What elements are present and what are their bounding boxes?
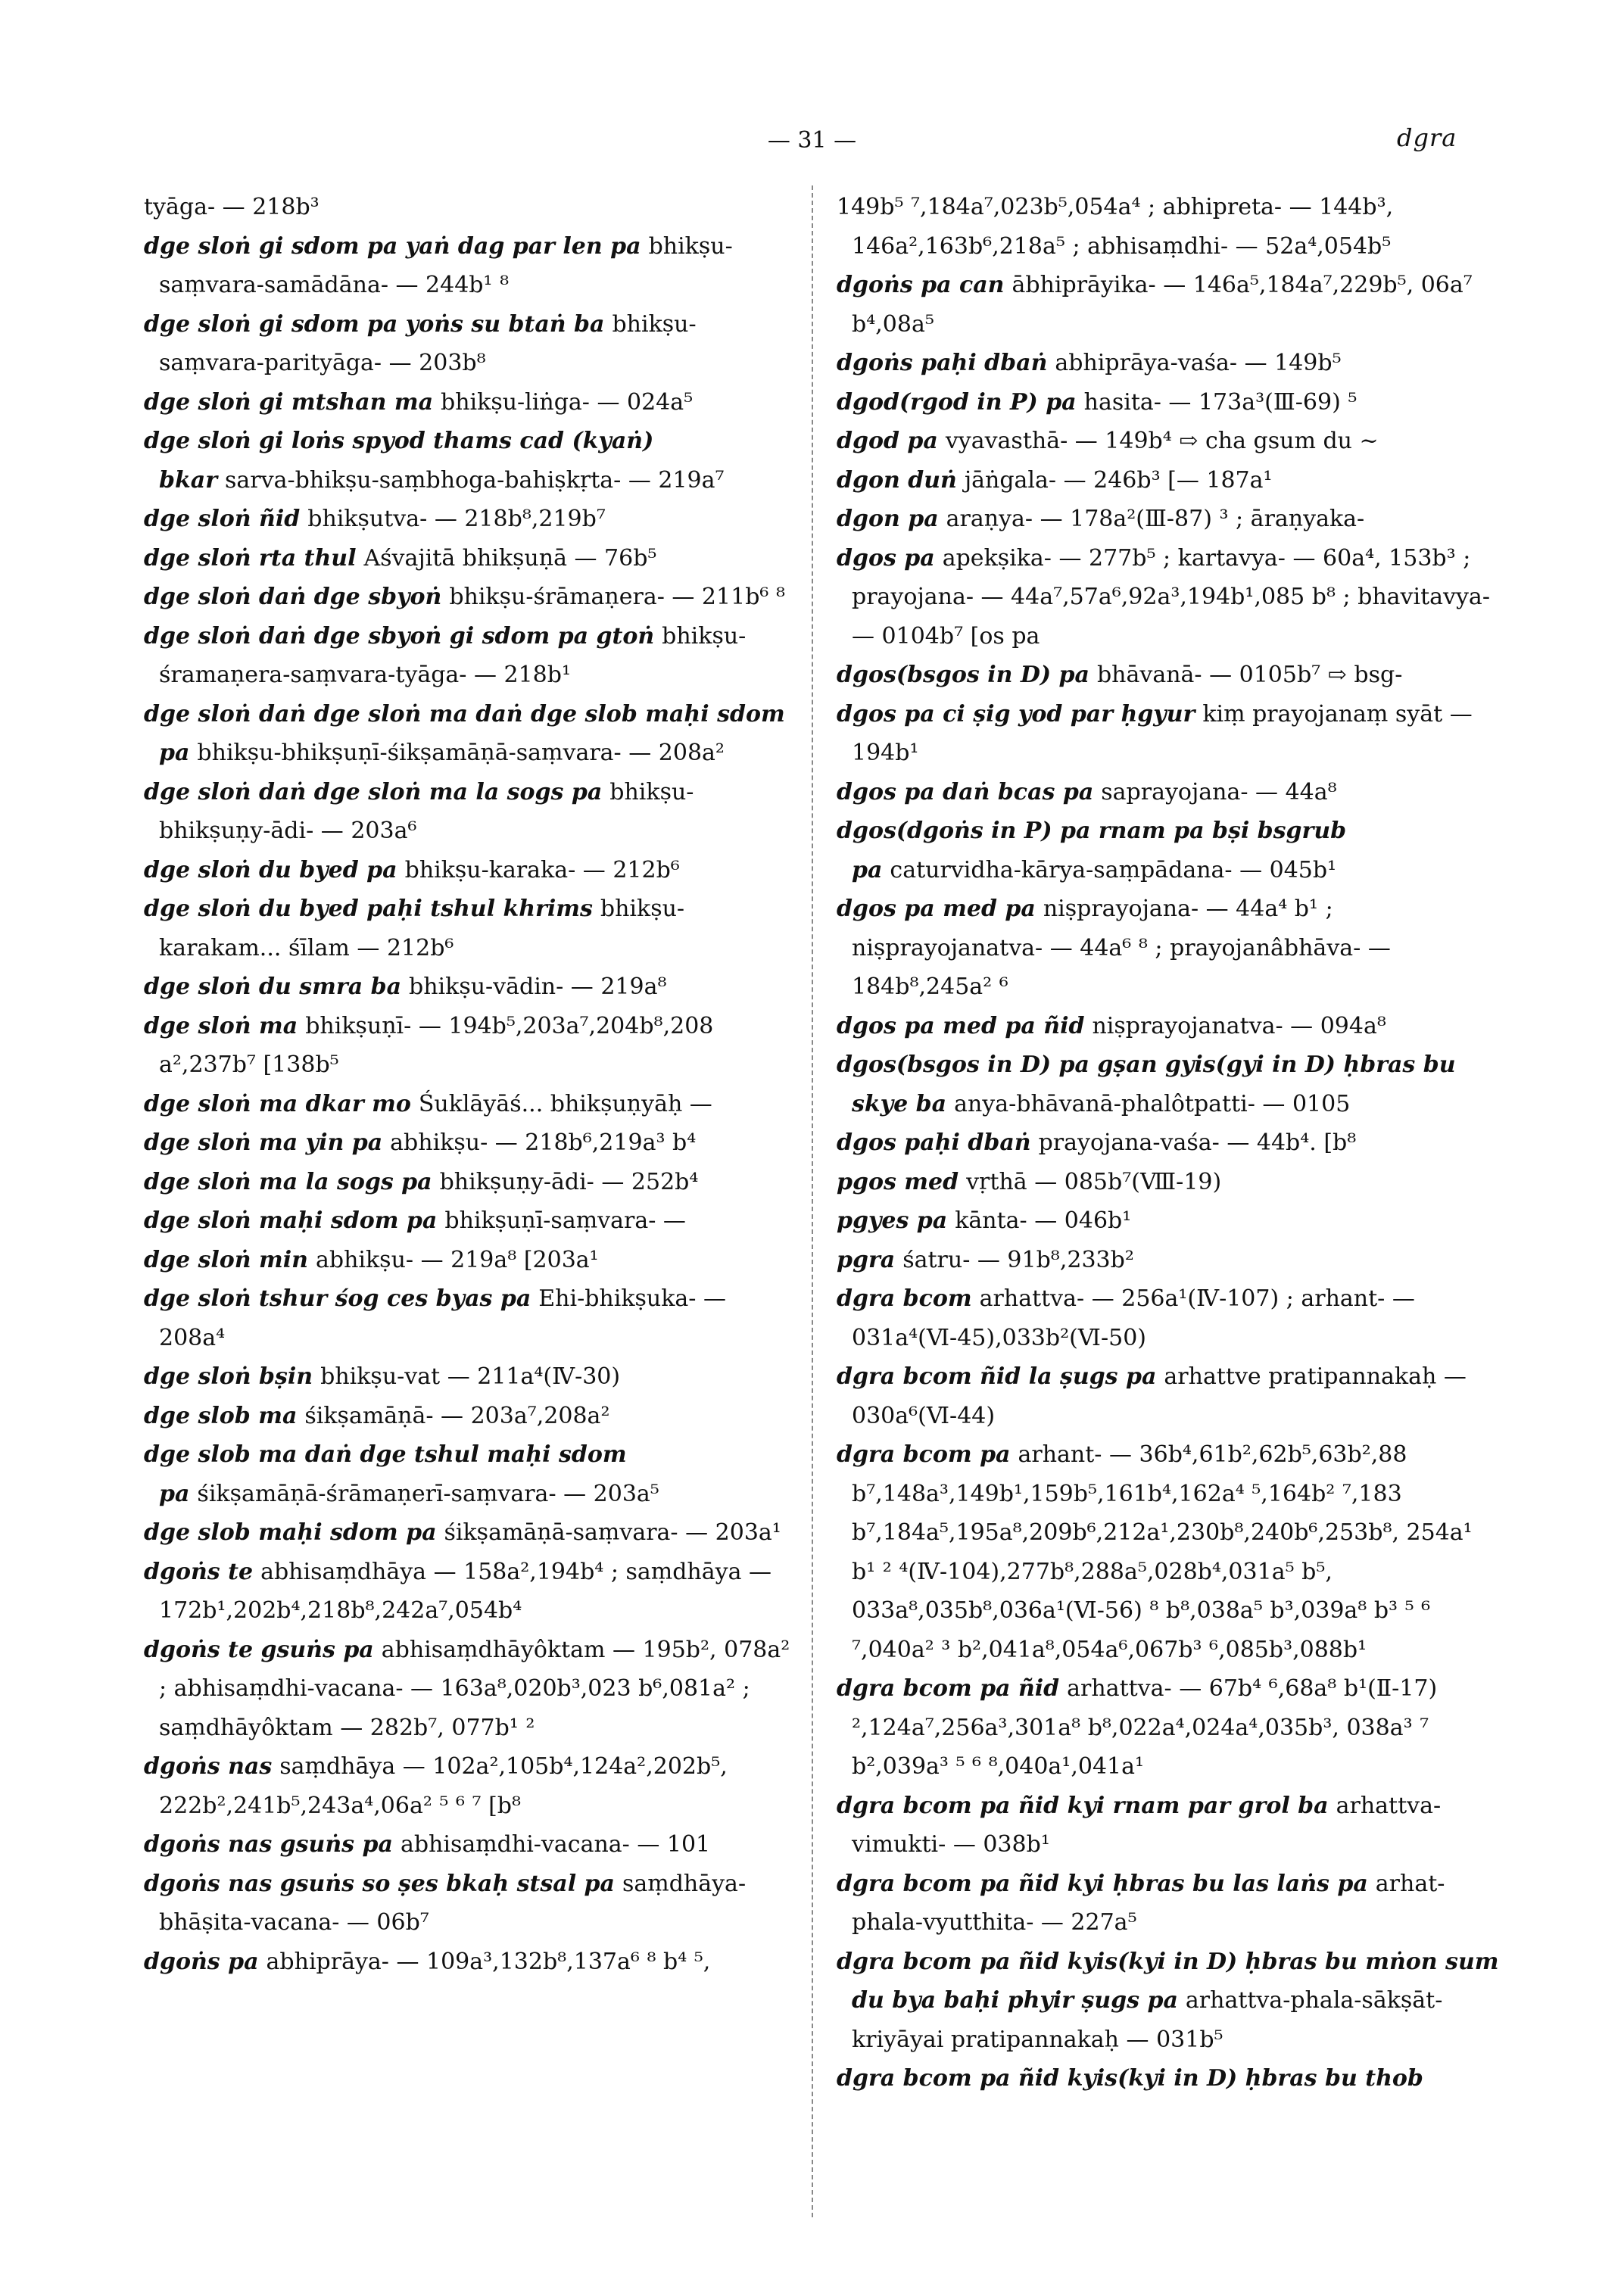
entry-headword: dgoṅs pa bbox=[144, 1948, 259, 1975]
entry-headword: dge sloṅ ma dkar mo bbox=[144, 1090, 411, 1117]
entry-gloss: saṃdhāya — 102a²,105b⁴,124a²,202b⁵, 222b²,241b⁵,243a⁴,06a² ⁵ ⁶ ⁷ [b⁸ bbox=[159, 1753, 728, 1819]
dictionary-entry bbox=[837, 1669, 1503, 1787]
dictionary-entry bbox=[144, 1865, 791, 1943]
entry-headword: dgra bcom pa ñid kyis(kyi in D) ḥbras bu thob bbox=[837, 2065, 1423, 2092]
dictionary-entry bbox=[837, 1357, 1503, 1435]
entry-gloss: bhikṣu-śrāmaṇera- — 211b⁶ ⁸ bbox=[449, 584, 785, 610]
entry-gloss: bhikṣu-karakam... śīlam — 212b⁶ bbox=[159, 896, 685, 961]
entry-gloss: vṛthā — 085b⁷(Ⅷ-19) bbox=[966, 1168, 1222, 1195]
entry-gloss: bhikṣutva- — 218b⁸,219b⁷ bbox=[307, 506, 606, 532]
entry-gloss: tyāga- — 218b³ bbox=[144, 194, 320, 220]
entry-headword: pgyes pa bbox=[837, 1207, 948, 1234]
entry-gloss: abhisaṃdhi-vacana- — 101 bbox=[400, 1831, 711, 1858]
entry-gloss: bhikṣuṇī-saṃvara- — bbox=[444, 1207, 686, 1234]
entry-headword: dge sloṅ maḥi sdom pa bbox=[144, 1207, 438, 1234]
entry-gloss: bhikṣuṇī- — 194b⁵,203a⁷,204b⁸,208 a²,237b⁷ [138b⁵ bbox=[159, 1012, 714, 1078]
entry-headword: dge sloṅ daṅ dge sbyoṅ bbox=[144, 584, 442, 610]
entry-gloss: caturvidha-kārya-saṃpādana- — 045b¹ bbox=[890, 856, 1337, 883]
entry-gloss: bhikṣu-saṃvara-samādāna- — 244b¹ ⁸ bbox=[159, 232, 733, 298]
dictionary-entry bbox=[837, 1787, 1503, 1865]
entry-headword: dgra bcom ñid la ṣugs pa bbox=[837, 1363, 1157, 1390]
dictionary-entry bbox=[837, 695, 1503, 773]
entry-headword: dgra bcom pa bbox=[837, 1441, 1011, 1468]
dictionary-entry bbox=[837, 2059, 1503, 2098]
entry-headword: dge slob maḥi sdom pa bbox=[144, 1519, 437, 1546]
entry-gloss: niṣprayojana- — 44a⁴ b¹ ; niṣprayojanatva- — 44a⁶ ⁸ ; prayojanâbhāva- — 184b⁸,245a² ⁶ bbox=[852, 896, 1391, 1000]
entry-gloss: jāṅgala- — 246b³ [— 187a¹ bbox=[964, 466, 1273, 494]
entry-headword: dgos(dgoṅs in P) pa rnam pa bṣi bsgrub pa bbox=[837, 818, 1347, 883]
entry-headword: dgra bcom pa ñid bbox=[837, 1675, 1060, 1702]
entry-gloss: hasita- — 173a³(Ⅲ-69) ⁵ bbox=[1083, 388, 1357, 416]
entry-gloss: bhikṣu-bhikṣuṇī-śikṣamāṇā-saṃvara- — 208a² bbox=[197, 740, 725, 766]
entry-gloss: bhāvanā- — 0105b⁷ ⇨ bsg- bbox=[1096, 662, 1403, 688]
entry-gloss: Śuklāyāś... bhikṣuṇyāḥ — bbox=[418, 1090, 712, 1117]
entry-gloss: bhikṣu-vādin- — 219a⁸ bbox=[409, 974, 667, 1000]
entry-headword: dgoṅs te bbox=[144, 1558, 254, 1585]
entry-gloss: bhikṣu-bhikṣuṇy-ādi- — 203a⁶ bbox=[159, 778, 694, 844]
dictionary-entry bbox=[144, 1513, 791, 1553]
entry-headword: dgoṅs nas gsuṅs so ṣes bkaḥ stsal pa bbox=[144, 1870, 615, 1897]
entry-headword: dgod pa bbox=[837, 428, 938, 454]
entry-headword: dgon duṅ bbox=[837, 466, 957, 494]
entry-headword: pgra bbox=[837, 1246, 896, 1273]
dictionary-entry bbox=[144, 578, 791, 617]
entry-gloss: kiṃ prayojanaṃ syāt — 194b¹ bbox=[852, 700, 1473, 766]
entry-gloss: niṣprayojanatva- — 094a⁸ bbox=[1092, 1012, 1386, 1039]
entry-gloss: abhiprāya-vaśa- — 149b⁵ bbox=[1055, 350, 1342, 376]
dictionary-entry bbox=[837, 812, 1503, 889]
dictionary-entry bbox=[144, 1357, 791, 1397]
entry-gloss: arhat-phala-vyutthita- — 227a⁵ bbox=[852, 1870, 1445, 1936]
entry-gloss: apekṣika- — 277b⁵ ; kartavya- — 60a⁴, 153b³ ; prayojana- — 44a⁷,57a⁶,92a³,194b¹,085 b⁸ ; bhavitavya- — 0104b⁷ [os pa bbox=[852, 544, 1490, 650]
dictionary-entry bbox=[144, 967, 791, 1007]
dictionary-entry bbox=[144, 500, 791, 539]
entry-headword: dge sloṅ gi sdom pa yoṅs su btaṅ ba bbox=[144, 310, 605, 338]
entry-gloss: arhattva-phala-sākṣāt-kriyāyai pratipannakaḥ — 031b⁵ bbox=[852, 1987, 1443, 2053]
dictionary-entry bbox=[144, 305, 791, 383]
dictionary-entry bbox=[837, 1241, 1503, 1280]
dictionary-entry bbox=[837, 1045, 1503, 1123]
entry-gloss: ābhiprāyika- — 146a⁵,184a⁷,229b⁵, 06a⁷ b⁴,08a⁵ bbox=[852, 272, 1473, 338]
entry-headword: dge sloṅ ma la sogs pa bbox=[144, 1168, 432, 1195]
entry-gloss: arhattve pratipannakaḥ — 030a⁶(Ⅵ-44) bbox=[852, 1363, 1467, 1429]
entry-gloss: śikṣamāṇā- — 203a⁷,208a² bbox=[304, 1402, 610, 1429]
entry-headword: dge sloṅ rta thul bbox=[144, 544, 357, 572]
dictionary-entry bbox=[837, 1123, 1503, 1163]
entry-headword: dge slob ma bbox=[144, 1402, 298, 1429]
entry-headword: dge sloṅ gi loṅs spyod thams cad (kyaṅ) bkar bbox=[144, 428, 654, 494]
entry-headword: dge sloṅ min bbox=[144, 1246, 308, 1273]
dictionary-entry bbox=[144, 1397, 791, 1436]
entry-gloss: Ehi-bhikṣuka- — 208a⁴ bbox=[159, 1285, 726, 1351]
entry-gloss: arhattva-vimukti- — 038b¹ bbox=[852, 1792, 1442, 1858]
entry-headword: dge sloṅ gi sdom pa yaṅ dag par len pa bbox=[144, 232, 641, 260]
dictionary-entry bbox=[144, 422, 791, 500]
entry-gloss: prayojana-vaśa- — 44b⁴. [b⁸ bbox=[1038, 1129, 1357, 1156]
dictionary-entry bbox=[837, 344, 1503, 383]
entry-headword: dgos(bsgos in D) pa bbox=[837, 662, 1089, 688]
entry-gloss: anya-bhāvanā-phalôtpatti- — 0105 bbox=[954, 1090, 1351, 1117]
dictionary-entry bbox=[144, 695, 791, 773]
dictionary-entry bbox=[837, 773, 1503, 812]
entry-headword: dge sloṅ daṅ dge sbyoṅ gi sdom pa gtoṅ bbox=[144, 622, 655, 650]
entry-headword: dge sloṅ du byed paḥi tshul khrims bbox=[144, 896, 593, 922]
entry-gloss: śikṣamāṇā-śrāmaṇerī-saṃvara- — 203a⁵ bbox=[197, 1480, 659, 1507]
entry-headword: dge sloṅ ma bbox=[144, 1012, 298, 1039]
entry-headword: dge sloṅ du byed pa bbox=[144, 856, 397, 883]
dictionary-entry bbox=[144, 1279, 791, 1357]
entry-gloss: abhikṣu- — 218b⁶,219a³ b⁴ bbox=[390, 1129, 697, 1156]
entry-headword: dgos paḥi dbaṅ bbox=[837, 1129, 1031, 1156]
entry-gloss: bhikṣu-śramaṇera-saṃvara-tyāga- — 218b¹ bbox=[159, 622, 747, 688]
entry-gloss: Aśvajitā bhikṣuṇā — 76b⁵ bbox=[363, 544, 657, 572]
dictionary-entry bbox=[144, 1825, 791, 1865]
entry-headword: dge sloṅ daṅ dge sloṅ ma daṅ dge slob maḥi sdom pa bbox=[144, 700, 785, 766]
entry-gloss: arhattva- — 256a¹(Ⅳ-107) ; arhant- — 031a⁴(Ⅵ-45),033b²(Ⅵ-50) bbox=[852, 1285, 1415, 1351]
entry-gloss: vyavasthā- — 149b⁴ ⇨ cha gsum du ~ bbox=[945, 428, 1379, 454]
dictionary-entry bbox=[144, 1943, 791, 1982]
entry-gloss: abhiprāya- — 109a³,132b⁸,137a⁶ ⁸ b⁴ ⁵, bbox=[266, 1948, 711, 1975]
dictionary-entry bbox=[144, 1163, 791, 1202]
dictionary-entry bbox=[144, 1435, 791, 1513]
entry-headword: dgoṅs nas gsuṅs pa bbox=[144, 1831, 393, 1858]
dictionary-entry bbox=[837, 656, 1503, 695]
entry-headword: dgoṅs pa can bbox=[837, 272, 1005, 298]
entry-headword: dgoṅs nas bbox=[144, 1753, 273, 1780]
entry-headword: dgra bcom pa ñid kyi rnam par grol ba bbox=[837, 1792, 1329, 1819]
entry-headword: dgos pa med pa ñid bbox=[837, 1012, 1085, 1039]
entry-headword: dge sloṅ bṣin bbox=[144, 1363, 313, 1390]
dictionary-entry bbox=[837, 539, 1503, 656]
dictionary-entry bbox=[837, 266, 1503, 344]
entry-headword: dgos pa daṅ bcas pa bbox=[837, 778, 1094, 805]
dictionary-entry bbox=[837, 422, 1503, 461]
entry-gloss: 149b⁵ ⁷,184a⁷,023b⁵,054a⁴ ; abhipreta- — 144b³, 146a²,163b⁶,218a⁵ ; abhisaṃdhi- — 52a⁴,054b⁵ bbox=[837, 194, 1394, 260]
dictionary-entry bbox=[144, 851, 791, 890]
dictionary-entry bbox=[144, 1123, 791, 1163]
dictionary-entry bbox=[837, 188, 1503, 266]
entry-headword: dge sloṅ daṅ dge sloṅ ma la sogs pa bbox=[144, 778, 603, 805]
running-head: dgra bbox=[1397, 123, 1457, 152]
entry-gloss: sarva-bhikṣu-saṃbhoga-bahiṣkṛta- — 219a⁷ bbox=[225, 466, 725, 494]
entry-headword: pgos med bbox=[837, 1168, 959, 1195]
entry-headword: dgra bcom bbox=[837, 1285, 972, 1312]
dictionary-entry bbox=[144, 1007, 791, 1085]
entry-gloss: araṇya- — 178a²(Ⅲ-87) ³ ; āraṇyaka- bbox=[946, 506, 1365, 532]
entry-gloss: abhisaṃdhāyôktam — 195b², 078a² ; abhisaṃdhi-vacana- — 163a⁸,020b³,023 b⁶,081a² ; saṃdhāyôktam — 282b⁷, 077b¹ ² bbox=[159, 1636, 790, 1741]
entry-gloss: arhant- — 36b⁴,61b²,62b⁵,63b²,88 b⁷,148a³,149b¹,159b⁵,161b⁴,162a⁴ ⁵,164b² ⁷,183 b⁷,184a⁵,195a⁸,209b⁶,212a¹,230b⁸,240b⁶,253b⁸, 254a¹ b¹ ² ⁴(Ⅳ-104),277b⁸,288a⁵,028b⁴,031a⁵ b⁵, 033a⁸,035b⁸,036a¹(Ⅵ-56) ⁸ b⁸,038a⁵ b³,039a⁸ b³ ⁵ ⁶ ⁷,040a² ³ b²,041a⁸,054a⁶,067b³ ⁶,085b³,088b¹ bbox=[852, 1441, 1473, 1663]
entry-gloss: saprayojana- — 44a⁸ bbox=[1101, 778, 1337, 805]
entry-headword: dgos pa bbox=[837, 544, 935, 572]
dictionary-entry bbox=[144, 889, 791, 967]
entry-gloss: śatru- — 91b⁸,233b² bbox=[902, 1246, 1134, 1273]
entry-headword: dgra bcom pa ñid kyis(kyi in D) ḥbras bu mṅon sum du bya baḥi phyir ṣugs pa bbox=[837, 1948, 1499, 2014]
dictionary-entry bbox=[837, 1201, 1503, 1241]
dictionary-entry bbox=[837, 1163, 1503, 1202]
dictionary-entry bbox=[837, 889, 1503, 1007]
dictionary-entry bbox=[144, 1631, 791, 1748]
dictionary-entry bbox=[144, 383, 791, 422]
entry-headword: dge sloṅ tshur śog ces byas pa bbox=[144, 1285, 531, 1312]
dictionary-entry bbox=[837, 383, 1503, 422]
dictionary-entry bbox=[837, 461, 1503, 500]
entry-headword: dgos pa med pa bbox=[837, 896, 1036, 922]
entry-headword: dgoṅs te gsuṅs pa bbox=[144, 1636, 374, 1663]
dictionary-entry bbox=[837, 1865, 1503, 1943]
dictionary-entry bbox=[144, 617, 791, 695]
entry-headword: dge slob ma daṅ dge tshul maḥi sdom pa bbox=[144, 1441, 627, 1507]
page-number: — 31 — bbox=[767, 127, 857, 154]
dictionary-entry bbox=[144, 1553, 791, 1631]
entry-gloss: saṃdhāya-bhāṣita-vacana- — 06b⁷ bbox=[159, 1870, 747, 1936]
entry-gloss: bhikṣuṇy-ādi- — 252b⁴ bbox=[439, 1168, 699, 1195]
entry-headword: dgod(rgod in P) pa bbox=[837, 388, 1077, 416]
entry-gloss: bhikṣu-vat — 211a⁴(Ⅳ-30) bbox=[320, 1363, 621, 1390]
dictionary-entry bbox=[144, 227, 791, 305]
dictionary-entry bbox=[144, 773, 791, 851]
dictionary-entry bbox=[144, 188, 791, 227]
dictionary-entry bbox=[144, 1201, 791, 1241]
entry-headword: dgon pa bbox=[837, 506, 939, 532]
dictionary-entry bbox=[837, 500, 1503, 539]
entry-headword: dge sloṅ ma yin pa bbox=[144, 1129, 383, 1156]
column-divider bbox=[812, 185, 813, 2217]
right-column bbox=[837, 188, 1503, 2098]
dictionary-entry bbox=[144, 1085, 791, 1124]
dictionary-entry bbox=[144, 1747, 791, 1825]
dictionary-entry bbox=[837, 1279, 1503, 1357]
dictionary-entry bbox=[837, 1943, 1503, 2060]
entry-headword: dgra bcom pa ñid kyi ḥbras bu las laṅs pa bbox=[837, 1870, 1368, 1897]
entry-headword: dge sloṅ gi mtshan ma bbox=[144, 388, 434, 416]
entry-gloss: arhattva- — 67b⁴ ⁶,68a⁸ b¹(Ⅱ-17) ²,124a⁷,256a³,301a⁸ b⁸,022a⁴,024a⁴,035b³, 038a³ ⁷ b²,039a³ ⁵ ⁶ ⁸,040a¹,041a¹ bbox=[852, 1675, 1438, 1780]
entry-gloss: śikṣamāṇā-saṃvara- — 203a¹ bbox=[444, 1519, 781, 1546]
entry-gloss: bhikṣu-saṃvara-parityāga- — 203b⁸ bbox=[159, 310, 697, 376]
entry-headword: dgos pa ci ṣig yod par ḥgyur bbox=[837, 700, 1195, 727]
dictionary-entry bbox=[837, 1435, 1503, 1669]
dictionary-entry bbox=[144, 539, 791, 578]
left-column bbox=[144, 188, 791, 1981]
entry-headword: dge sloṅ du smra ba bbox=[144, 974, 402, 1000]
entry-gloss: kānta- — 046b¹ bbox=[955, 1207, 1132, 1234]
dictionary-entry bbox=[144, 1241, 791, 1280]
entry-gloss: abhisaṃdhāya — 158a²,194b⁴ ; saṃdhāya — 172b¹,202b⁴,218b⁸,242a⁷,054b⁴ bbox=[159, 1558, 772, 1624]
dictionary-entry bbox=[837, 1007, 1503, 1046]
entry-gloss: bhikṣu-karaka- — 212b⁶ bbox=[404, 856, 680, 883]
entry-headword: dgos(bsgos in D) pa gṣan gyis(gyi in D) ḥbras bu skye ba bbox=[837, 1051, 1456, 1117]
entry-gloss: abhikṣu- — 219a⁸ [203a¹ bbox=[316, 1246, 599, 1273]
entry-headword: dgoṅs paḥi dbaṅ bbox=[837, 350, 1048, 376]
entry-gloss: bhikṣu-liṅga- — 024a⁵ bbox=[441, 388, 694, 416]
entry-headword: dge sloṅ ñid bbox=[144, 506, 301, 532]
